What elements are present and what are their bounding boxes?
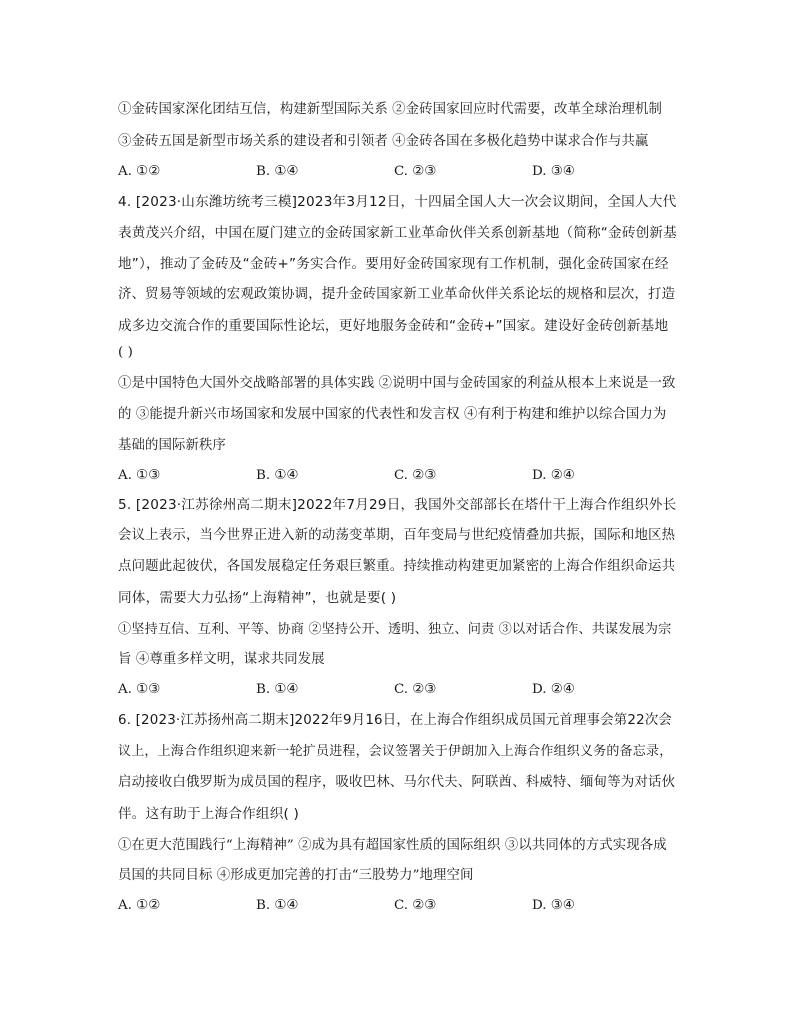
- q5-option-c[interactable]: C. ②③: [394, 682, 437, 697]
- q4-option-c[interactable]: C. ②③: [394, 468, 437, 483]
- q5-options: [118, 682, 678, 698]
- q6-option-b[interactable]: B. ①④: [256, 898, 299, 913]
- q5-stem-line: 同体，需要大力弘扬“上海精神”，也就是要( ): [118, 590, 397, 606]
- q6-stem-line: 伴。这有助于上海合作组织( ): [118, 806, 300, 822]
- q5-option-a[interactable]: A. ①③: [118, 682, 161, 697]
- q4-stem-line: 成多边交流合作的重要国际性论坛，更好地服务金砖和“金砖+”国家。建设好金砖创新基地: [118, 318, 669, 334]
- q6-option-c[interactable]: C. ②③: [394, 898, 437, 913]
- q4-option-d[interactable]: D. ②④: [532, 468, 575, 483]
- q5-stem-line: 会议上表示，当今世界正进入新的动荡变革期，百年变局与世纪疫情叠加共振，国际和地区热: [118, 528, 676, 543]
- q4-choice-line: ①是中国特色大国外交战略部署的具体实践 ②说明中国与金砖国家的利益从根本上来说是一致: [118, 376, 676, 391]
- q6-option-d[interactable]: D. ③④: [532, 898, 575, 913]
- q3-choice-line: ①金砖国家深化团结互信，构建新型国际关系 ②金砖国家回应时代需要，改革全球治理机制: [118, 102, 662, 117]
- q6-stem-line: 议上，上海合作组织迎来新一轮扩员进程，会议签署关于伊朗加入上海合作组织义务的备忘录，: [118, 744, 673, 759]
- q4-stem-line: 济、贸易等领域的宏观政策协调，提升金砖国家新工业革命伙伴关系论坛的规格和层次，打造: [118, 287, 676, 302]
- q4-option-b[interactable]: B. ①④: [256, 468, 299, 483]
- q6-options: [118, 898, 678, 914]
- q6-stem-line: 启动接收白俄罗斯为成员国的程序，吸收巴林、马尔代夫、阿联酋、科威特、缅甸等为对话伙: [118, 775, 676, 790]
- q3-choice-line: ③金砖五国是新型市场关系的建设者和引领者 ④金砖各国在多极化趋势中谋求合作与共赢: [118, 134, 649, 149]
- q5-choice-line: ①坚持互信、互利、平等、协商 ②坚持公开、透明、独立、问责 ③以对话合作、共谋发展为宗: [118, 622, 672, 637]
- q4-choice-line: 基础的国际新秩序: [118, 438, 226, 453]
- q4-option-a[interactable]: A. ①③: [118, 468, 161, 483]
- q4-options: [118, 468, 678, 484]
- q5-option-d[interactable]: D. ②④: [532, 682, 575, 697]
- q4-answer-blank: ( ): [118, 345, 134, 360]
- q6-option-a[interactable]: A. ①②: [118, 898, 161, 913]
- q3-option-c[interactable]: C. ②③: [394, 164, 437, 179]
- q5-choice-line: 旨 ④尊重多样文明，谋求共同发展: [118, 652, 325, 667]
- q4-stem-line: 地”），推动了金砖及“金砖+”务实合作。要用好金砖国家现有工作机制，强化金砖国家在经: [118, 256, 669, 272]
- q6-choice-line: 员国的共同目标 ④形成更加完善的打击“三股势力”地理空间: [118, 868, 474, 883]
- q4-stem-line: 4. [2023·山东潍坊统考三模]2023年3月12日，十四届全国人大一次会议期间，全国人大代: [118, 194, 677, 210]
- q4-stem-line: 表黄茂兴介绍，中国在厦门建立的金砖国家新工业革命伙伴关系创新基地（简称“金砖创新基: [118, 225, 677, 241]
- q3-option-b[interactable]: B. ①④: [256, 164, 299, 179]
- q3-option-a[interactable]: A. ①②: [118, 164, 161, 179]
- q3-option-d[interactable]: D. ③④: [532, 164, 575, 179]
- q6-choice-line: ①在更大范围践行“上海精神” ②成为具有超国家性质的国际组织 ③以共同体的方式实现各成: [118, 838, 667, 853]
- q4-choice-line: 的 ③能提升新兴市场国家和发展中国家的代表性和发言权 ④有利于构建和维护以综合国力为: [118, 407, 667, 422]
- q3-options: [118, 164, 678, 180]
- q5-option-b[interactable]: B. ①④: [256, 682, 299, 697]
- q5-stem-line: 点问题此起彼伏，各国发展稳定任务艰巨繁重。持续推动构建更加紧密的上海合作组织命运共: [118, 559, 676, 574]
- q5-stem-line: 5. [2023·江苏徐州高二期末]2022年7月29日，我国外交部部长在塔什干上海合作组织外长: [118, 497, 677, 513]
- q6-stem-line: 6. [2023·江苏扬州高二期末]2022年9月16日，在上海合作组织成员国元首理事会第22次会: [118, 713, 673, 728]
